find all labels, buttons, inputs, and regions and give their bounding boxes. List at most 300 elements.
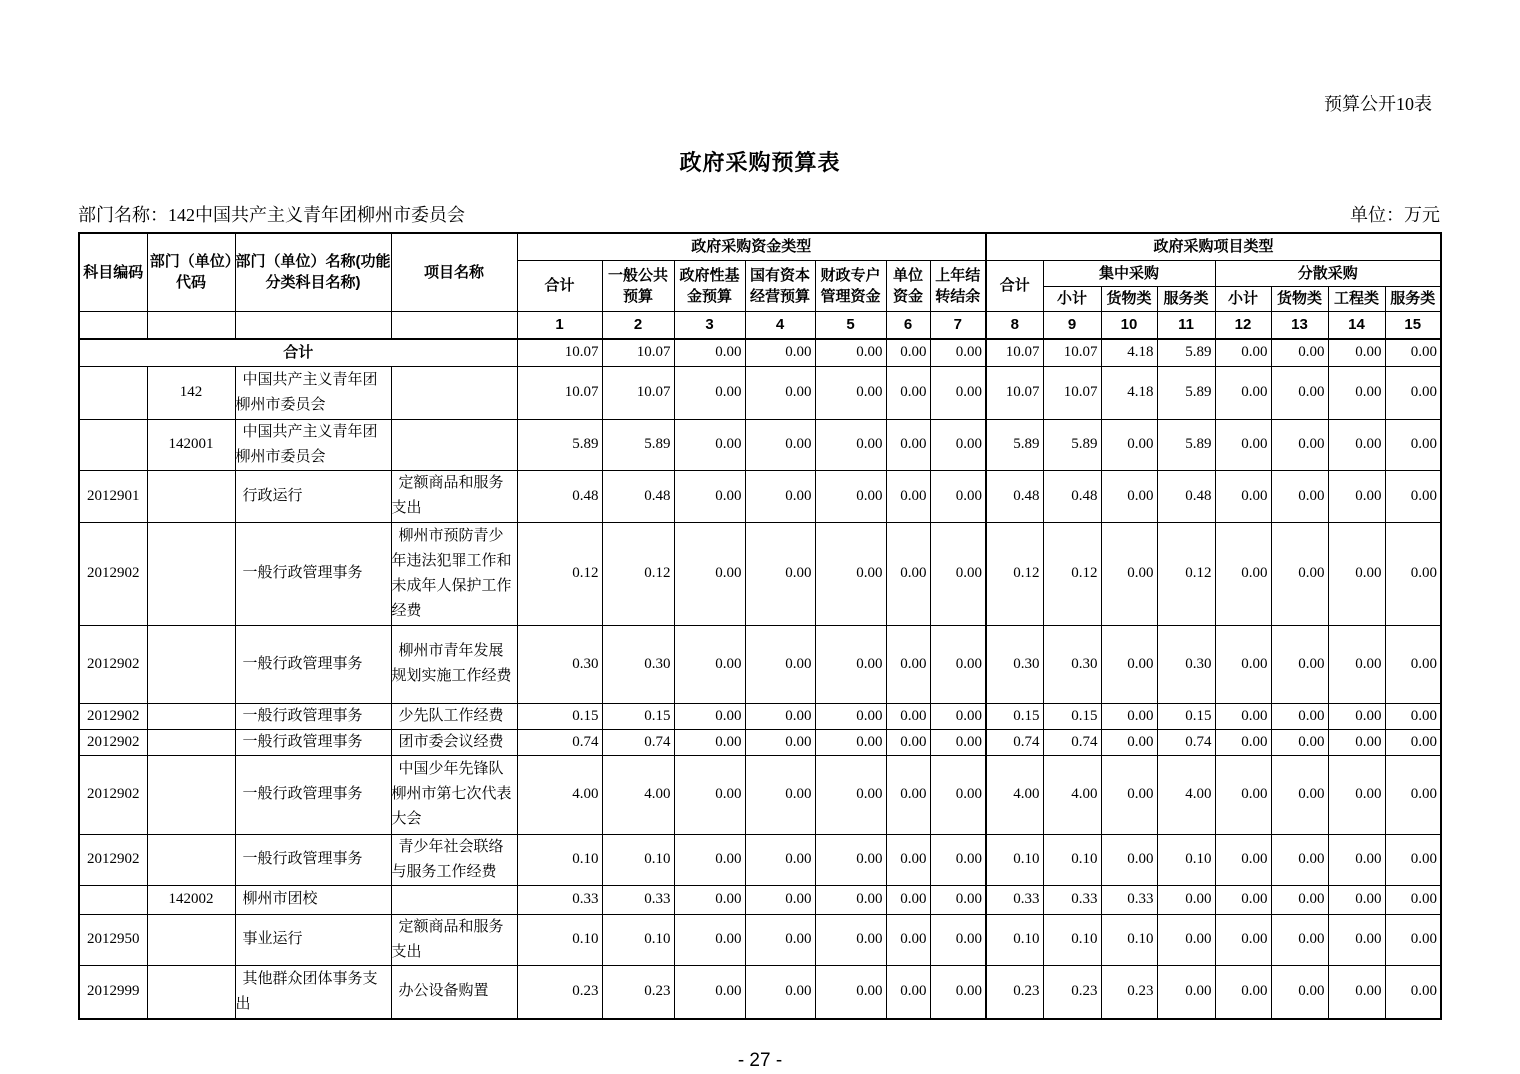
cell-value-11: 0.74 [1157,729,1215,755]
col-header-decentralized-subtotal: 小计 [1215,286,1271,311]
col-header-centralized-goods: 货物类 [1101,286,1157,311]
cell-value-14: 0.00 [1328,625,1385,703]
cell-project-name [391,885,517,914]
cell-subject-code: 2012902 [79,625,147,703]
cell-dept-name: 一般行政管理事务 [235,522,391,625]
column-number: 10 [1101,311,1157,339]
cell-value-9: 0.15 [1043,703,1101,729]
cell-dept-code: 142002 [147,885,235,914]
cell-value-4: 0.00 [745,366,815,419]
cell-project-name: 定额商品和服务支出 [391,470,517,522]
empty-cell [147,311,235,339]
cell-dept-code [147,914,235,965]
cell-value-11: 0.48 [1157,470,1215,522]
col-header-decentralized-goods: 货物类 [1271,286,1328,311]
total-value-1: 10.07 [517,339,602,366]
cell-value-5: 0.00 [815,522,886,625]
cell-value-13: 0.00 [1271,419,1328,470]
cell-value-4: 0.00 [745,470,815,522]
cell-value-10: 0.00 [1101,755,1157,834]
cell-project-name: 中国少年先锋队柳州市第七次代表大会 [391,755,517,834]
cell-value-13: 0.00 [1271,470,1328,522]
cell-value-9: 0.10 [1043,834,1101,885]
cell-subject-code: 2012902 [79,755,147,834]
cell-value-5: 0.00 [815,470,886,522]
cell-value-7: 0.00 [930,366,986,419]
total-value-10: 4.18 [1101,339,1157,366]
cell-value-10: 0.00 [1101,834,1157,885]
col-group-fund-type: 政府采购资金类型 [517,233,986,260]
cell-dept-code [147,470,235,522]
cell-dept-name: 一般行政管理事务 [235,729,391,755]
cell-value-12: 0.00 [1215,755,1271,834]
cell-value-10: 0.00 [1101,522,1157,625]
cell-value-13: 0.00 [1271,625,1328,703]
cell-value-3: 0.00 [674,522,745,625]
cell-value-9: 0.30 [1043,625,1101,703]
cell-project-name: 团市委会议经费 [391,729,517,755]
cell-value-10: 0.00 [1101,703,1157,729]
cell-dept-code [147,522,235,625]
cell-dept-name: 中国共产主义青年团柳州市委员会 [235,419,391,470]
cell-project-name: 柳州市青年发展规划实施工作经费 [391,625,517,703]
col-header-fund-total: 合计 [517,260,602,311]
total-value-3: 0.00 [674,339,745,366]
cell-value-9: 0.23 [1043,965,1101,1019]
table-row [79,729,1441,755]
cell-value-5: 0.00 [815,729,886,755]
cell-value-8: 0.10 [986,834,1043,885]
cell-value-2: 0.33 [602,885,674,914]
total-value-5: 0.00 [815,339,886,366]
cell-value-3: 0.00 [674,419,745,470]
cell-value-7: 0.00 [930,522,986,625]
cell-value-1: 0.48 [517,470,602,522]
cell-value-2: 0.10 [602,914,674,965]
cell-value-1: 0.10 [517,914,602,965]
column-number: 4 [745,311,815,339]
col-group-decentralized: 分散采购 [1215,260,1441,286]
table-row [79,366,1441,419]
procurement-budget-table [78,232,1442,1020]
column-number: 1 [517,311,602,339]
table-row [79,885,1441,914]
cell-value-9: 0.48 [1043,470,1101,522]
total-value-4: 0.00 [745,339,815,366]
table-row [79,755,1441,834]
unit-label: 单位：万元 [1350,205,1440,225]
cell-value-11: 0.30 [1157,625,1215,703]
cell-value-4: 0.00 [745,965,815,1019]
cell-value-13: 0.00 [1271,885,1328,914]
cell-value-14: 0.00 [1328,914,1385,965]
cell-value-13: 0.00 [1271,965,1328,1019]
total-value-14: 0.00 [1328,339,1385,366]
cell-subject-code: 2012902 [79,729,147,755]
cell-value-8: 4.00 [986,755,1043,834]
column-number: 6 [886,311,930,339]
cell-value-1: 0.10 [517,834,602,885]
cell-dept-code: 142 [147,366,235,419]
col-header-general-public-budget: 一般公共预算 [602,260,674,311]
cell-value-3: 0.00 [674,885,745,914]
cell-value-10: 0.00 [1101,729,1157,755]
total-value-13: 0.00 [1271,339,1328,366]
cell-value-14: 0.00 [1328,755,1385,834]
cell-value-5: 0.00 [815,965,886,1019]
column-number: 7 [930,311,986,339]
cell-value-1: 10.07 [517,366,602,419]
total-value-9: 10.07 [1043,339,1101,366]
cell-subject-code: 2012902 [79,522,147,625]
cell-value-9: 0.10 [1043,914,1101,965]
cell-value-13: 0.00 [1271,755,1328,834]
cell-value-1: 0.15 [517,703,602,729]
cell-value-3: 0.00 [674,729,745,755]
cell-value-3: 0.00 [674,914,745,965]
cell-value-13: 0.00 [1271,703,1328,729]
total-value-8: 10.07 [986,339,1043,366]
cell-value-14: 0.00 [1328,965,1385,1019]
cell-value-14: 0.00 [1328,470,1385,522]
cell-value-4: 0.00 [745,755,815,834]
cell-value-15: 0.00 [1385,625,1441,703]
cell-value-1: 0.23 [517,965,602,1019]
cell-value-6: 0.00 [886,419,930,470]
cell-value-9: 0.74 [1043,729,1101,755]
cell-value-2: 4.00 [602,755,674,834]
cell-value-15: 0.00 [1385,885,1441,914]
corner-table-label: 预算公开10表 [1324,94,1432,114]
col-header-dept-name: 部门（单位）名称(功能分类科目名称) [235,233,391,311]
cell-value-11: 0.15 [1157,703,1215,729]
total-value-6: 0.00 [886,339,930,366]
cell-value-3: 0.00 [674,625,745,703]
total-value-2: 10.07 [602,339,674,366]
cell-value-9: 0.12 [1043,522,1101,625]
page-title: 政府采购预算表 [679,150,841,175]
cell-value-15: 0.00 [1385,755,1441,834]
cell-value-7: 0.00 [930,729,986,755]
cell-value-13: 0.00 [1271,834,1328,885]
cell-value-12: 0.00 [1215,834,1271,885]
cell-value-12: 0.00 [1215,366,1271,419]
cell-value-14: 0.00 [1328,729,1385,755]
cell-value-12: 0.00 [1215,522,1271,625]
cell-value-14: 0.00 [1328,703,1385,729]
cell-value-14: 0.00 [1328,366,1385,419]
cell-project-name: 定额商品和服务支出 [391,914,517,965]
cell-project-name [391,419,517,470]
cell-value-7: 0.00 [930,914,986,965]
cell-project-name: 少先队工作经费 [391,703,517,729]
cell-value-15: 0.00 [1385,522,1441,625]
cell-value-5: 0.00 [815,625,886,703]
empty-cell [79,311,147,339]
cell-value-8: 5.89 [986,419,1043,470]
col-header-carryover: 上年结转结余 [930,260,986,311]
cell-value-9: 0.33 [1043,885,1101,914]
cell-value-4: 0.00 [745,834,815,885]
cell-value-13: 0.00 [1271,729,1328,755]
cell-value-1: 0.33 [517,885,602,914]
cell-value-6: 0.00 [886,703,930,729]
cell-value-6: 0.00 [886,366,930,419]
cell-value-10: 0.33 [1101,885,1157,914]
cell-value-8: 0.10 [986,914,1043,965]
total-value-12: 0.00 [1215,339,1271,366]
cell-value-14: 0.00 [1328,522,1385,625]
column-number: 12 [1215,311,1271,339]
cell-value-15: 0.00 [1385,914,1441,965]
cell-subject-code: 2012901 [79,470,147,522]
cell-value-3: 0.00 [674,366,745,419]
col-header-project-name: 项目名称 [391,233,517,311]
cell-value-12: 0.00 [1215,625,1271,703]
cell-value-6: 0.00 [886,729,930,755]
cell-value-1: 5.89 [517,419,602,470]
column-number: 8 [986,311,1043,339]
cell-value-6: 0.00 [886,755,930,834]
cell-dept-name: 一般行政管理事务 [235,755,391,834]
column-number: 5 [815,311,886,339]
column-number: 13 [1271,311,1328,339]
cell-project-name: 柳州市预防青少年违法犯罪工作和未成年人保护工作经费 [391,522,517,625]
total-row [79,339,1441,366]
col-group-project-type: 政府采购项目类型 [986,233,1441,260]
cell-subject-code [79,366,147,419]
table-row [79,625,1441,703]
cell-value-11: 4.00 [1157,755,1215,834]
cell-value-7: 0.00 [930,755,986,834]
cell-dept-code [147,625,235,703]
cell-value-2: 0.74 [602,729,674,755]
cell-value-10: 0.00 [1101,419,1157,470]
cell-value-3: 0.00 [674,470,745,522]
cell-project-name [391,366,517,419]
column-number: 15 [1385,311,1441,339]
cell-value-7: 0.00 [930,470,986,522]
cell-value-8: 0.74 [986,729,1043,755]
col-header-decentralized-works: 工程类 [1328,286,1385,311]
cell-value-14: 0.00 [1328,885,1385,914]
cell-value-5: 0.00 [815,834,886,885]
empty-cell [391,311,517,339]
cell-value-4: 0.00 [745,729,815,755]
cell-value-1: 0.30 [517,625,602,703]
cell-dept-name: 柳州市团校 [235,885,391,914]
cell-value-7: 0.00 [930,885,986,914]
col-header-centralized-subtotal: 小计 [1043,286,1101,311]
col-header-centralized-services: 服务类 [1157,286,1215,311]
cell-value-8: 0.48 [986,470,1043,522]
cell-value-2: 10.07 [602,366,674,419]
cell-value-1: 0.74 [517,729,602,755]
cell-dept-name: 一般行政管理事务 [235,703,391,729]
cell-value-11: 5.89 [1157,419,1215,470]
cell-value-2: 5.89 [602,419,674,470]
empty-cell [235,311,391,339]
cell-value-5: 0.00 [815,703,886,729]
cell-value-8: 0.23 [986,965,1043,1019]
table-body [79,339,1441,1019]
cell-dept-name: 行政运行 [235,470,391,522]
cell-value-6: 0.00 [886,914,930,965]
cell-dept-code [147,703,235,729]
table-row [79,522,1441,625]
cell-value-12: 0.00 [1215,703,1271,729]
cell-subject-code: 2012902 [79,834,147,885]
cell-value-8: 0.12 [986,522,1043,625]
column-number: 11 [1157,311,1215,339]
cell-value-4: 0.00 [745,419,815,470]
cell-value-6: 0.00 [886,885,930,914]
cell-value-5: 0.00 [815,366,886,419]
cell-value-3: 0.00 [674,755,745,834]
cell-value-2: 0.10 [602,834,674,885]
col-header-project-total: 合计 [986,260,1043,311]
cell-value-4: 0.00 [745,625,815,703]
table-meta-row [78,201,1440,227]
column-number: 2 [602,311,674,339]
cell-value-13: 0.00 [1271,366,1328,419]
cell-value-15: 0.00 [1385,366,1441,419]
table-row [79,834,1441,885]
cell-value-5: 0.00 [815,914,886,965]
cell-value-8: 0.33 [986,885,1043,914]
cell-value-11: 0.00 [1157,965,1215,1019]
col-header-fiscal-account-funds: 财政专户管理资金 [815,260,886,311]
cell-value-6: 0.00 [886,965,930,1019]
cell-value-5: 0.00 [815,755,886,834]
cell-value-4: 0.00 [745,522,815,625]
table-row [79,914,1441,965]
table-row [79,419,1441,470]
cell-value-10: 0.00 [1101,625,1157,703]
cell-value-15: 0.00 [1385,419,1441,470]
cell-value-5: 0.00 [815,419,886,470]
total-value-11: 5.89 [1157,339,1215,366]
col-header-unit-funds: 单位资金 [886,260,930,311]
cell-value-12: 0.00 [1215,470,1271,522]
cell-value-6: 0.00 [886,522,930,625]
col-header-decentralized-services: 服务类 [1385,286,1441,311]
col-group-centralized: 集中采购 [1043,260,1215,286]
column-number: 14 [1328,311,1385,339]
header-group-row [79,233,1441,260]
cell-value-9: 4.00 [1043,755,1101,834]
cell-project-name: 办公设备购置 [391,965,517,1019]
cell-value-3: 0.00 [674,703,745,729]
cell-value-8: 0.30 [986,625,1043,703]
cell-value-12: 0.00 [1215,729,1271,755]
cell-value-12: 0.00 [1215,914,1271,965]
cell-value-14: 0.00 [1328,834,1385,885]
cell-value-2: 0.12 [602,522,674,625]
col-header-subject-code: 科目编码 [79,233,147,311]
cell-value-12: 0.00 [1215,885,1271,914]
cell-value-2: 0.15 [602,703,674,729]
cell-subject-code: 2012950 [79,914,147,965]
cell-value-6: 0.00 [886,834,930,885]
column-number: 3 [674,311,745,339]
cell-value-6: 0.00 [886,470,930,522]
cell-value-5: 0.00 [815,885,886,914]
cell-dept-code [147,729,235,755]
cell-value-9: 5.89 [1043,419,1101,470]
cell-subject-code [79,419,147,470]
cell-value-2: 0.48 [602,470,674,522]
cell-value-15: 0.00 [1385,470,1441,522]
cell-dept-code: 142001 [147,419,235,470]
cell-project-name: 青少年社会联络与服务工作经费 [391,834,517,885]
col-header-dept-code: 部门（单位）代码 [147,233,235,311]
column-number-row [79,311,1441,339]
cell-dept-name: 事业运行 [235,914,391,965]
cell-value-11: 0.00 [1157,885,1215,914]
cell-value-4: 0.00 [745,885,815,914]
cell-value-10: 0.00 [1101,470,1157,522]
cell-value-4: 0.00 [745,914,815,965]
cell-value-15: 0.00 [1385,703,1441,729]
cell-dept-code [147,755,235,834]
cell-value-11: 0.10 [1157,834,1215,885]
cell-value-12: 0.00 [1215,419,1271,470]
cell-value-1: 4.00 [517,755,602,834]
cell-value-10: 0.10 [1101,914,1157,965]
cell-value-7: 0.00 [930,965,986,1019]
total-value-7: 0.00 [930,339,986,366]
table-row [79,703,1441,729]
cell-value-2: 0.30 [602,625,674,703]
department-name-label: 部门名称：142中国共产主义青年团柳州市委员会 [78,205,465,225]
cell-subject-code: 2012999 [79,965,147,1019]
cell-value-3: 0.00 [674,834,745,885]
cell-dept-name: 一般行政管理事务 [235,834,391,885]
cell-dept-name: 其他群众团体事务支出 [235,965,391,1019]
cell-value-13: 0.00 [1271,522,1328,625]
cell-value-8: 10.07 [986,366,1043,419]
cell-value-9: 10.07 [1043,366,1101,419]
column-number: 9 [1043,311,1101,339]
cell-dept-name: 中国共产主义青年团柳州市委员会 [235,366,391,419]
cell-value-11: 5.89 [1157,366,1215,419]
cell-value-7: 0.00 [930,834,986,885]
cell-value-4: 0.00 [745,703,815,729]
cell-value-6: 0.00 [886,625,930,703]
cell-value-10: 0.23 [1101,965,1157,1019]
cell-value-8: 0.15 [986,703,1043,729]
table-row [79,470,1441,522]
cell-value-14: 0.00 [1328,419,1385,470]
col-header-govt-fund-budget: 政府性基金预算 [674,260,745,311]
cell-dept-name: 一般行政管理事务 [235,625,391,703]
total-value-15: 0.00 [1385,339,1441,366]
cell-value-12: 0.00 [1215,965,1271,1019]
cell-value-15: 0.00 [1385,834,1441,885]
cell-value-11: 0.12 [1157,522,1215,625]
cell-value-1: 0.12 [517,522,602,625]
col-header-state-capital-budget: 国有资本经营预算 [745,260,815,311]
cell-value-7: 0.00 [930,419,986,470]
cell-value-13: 0.00 [1271,914,1328,965]
cell-value-10: 4.18 [1101,366,1157,419]
cell-dept-code [147,965,235,1019]
cell-subject-code: 2012902 [79,703,147,729]
total-row-label: 合计 [79,339,517,366]
cell-value-11: 0.00 [1157,914,1215,965]
cell-dept-code [147,834,235,885]
